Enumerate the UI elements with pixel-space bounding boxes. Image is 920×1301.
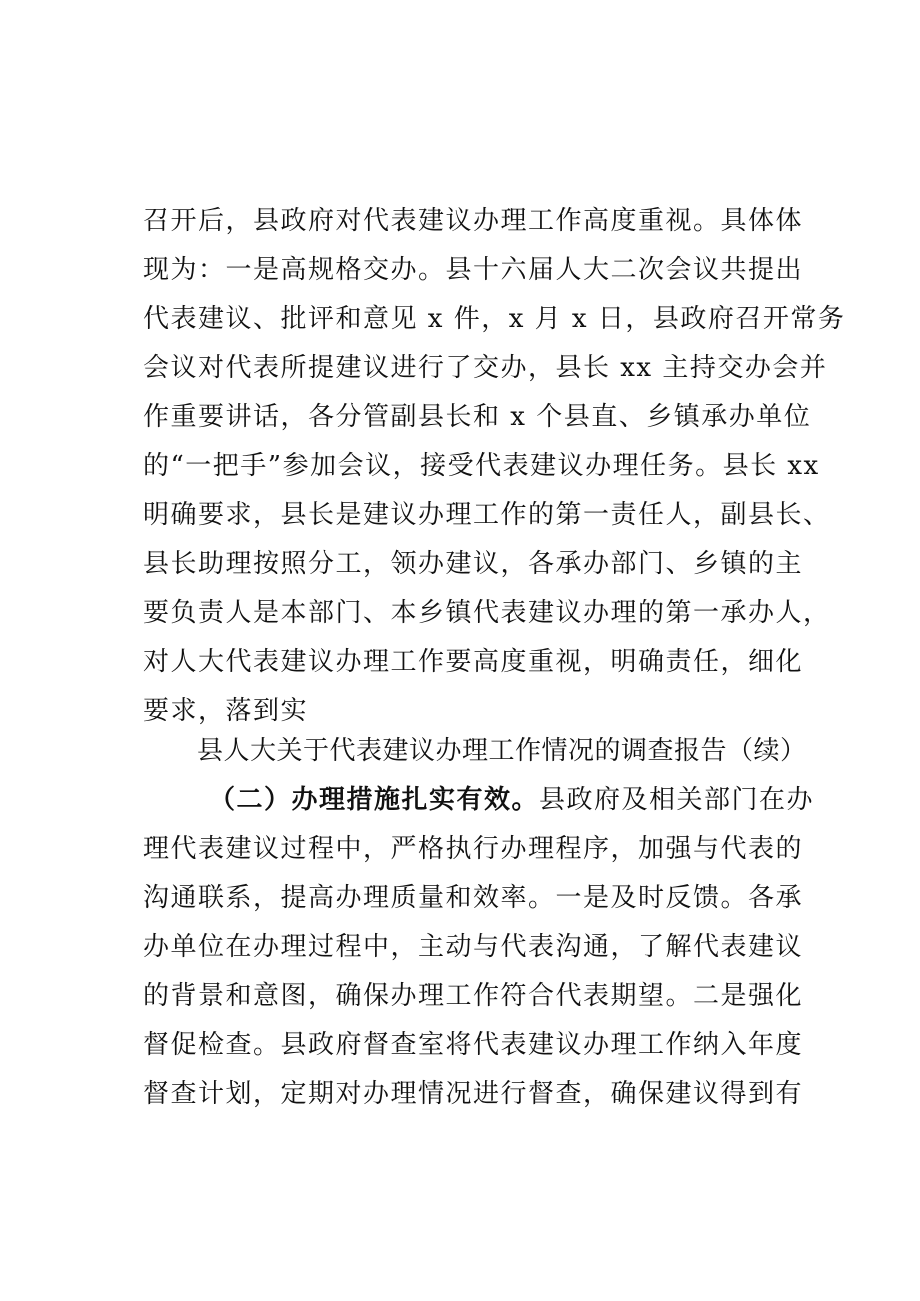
paragraph-line: 会议对代表所提建议进行了交办，县长 xx 主持交办会并 — [143, 353, 828, 383]
paragraph-line: 办单位在办理过程中，主动与代表沟通，了解代表建议 — [143, 932, 804, 962]
subsection-title: （二）办理措施扎实有效。 — [209, 785, 540, 815]
paragraph-line-rest: 县政府及相关部门在办 — [539, 785, 815, 815]
paragraph-1 — [143, 197, 846, 736]
paragraph-line: 代表建议、批评和意见 x 件，x 月 x 日，县政府召开常务 — [143, 304, 846, 334]
paragraph-line: 沟通联系，提高办理质量和效率。一是及时反馈。各承 — [143, 883, 804, 913]
paragraph-line: 的背景和意图，确保办理工作符合代表期望。二是强化 — [143, 981, 804, 1011]
paragraph-line: 作重要讲话，各分管副县长和 x 个县直、乡镇承办单位 — [143, 402, 812, 432]
section-heading: 县人大关于代表建议办理工作情况的调查报告（续） — [197, 736, 807, 766]
paragraph-line: 的“一把手”参加会议，接受代表建议办理任务。县长 xx — [143, 451, 820, 481]
paragraph-line: 理代表建议过程中，严格执行办理程序，加强与代表的 — [143, 834, 804, 864]
paragraph-line: 要负责人是本部门、本乡镇代表建议办理的第一承办人， — [143, 598, 831, 628]
paragraph-line: 督查计划，定期对办理情况进行督查，确保建议得到有 — [143, 1079, 804, 1109]
paragraph-2 — [143, 776, 815, 1119]
paragraph-line: 要求，落到实 — [143, 696, 309, 726]
paragraph-line: 明确要求，县长是建议办理工作的第一责任人，副县长、 — [143, 500, 831, 530]
paragraph-line: 对人大代表建议办理工作要高度重视，明确责任，细化 — [143, 647, 804, 677]
paragraph-line: 召开后，县政府对代表建议办理工作高度重视。具体体 — [143, 206, 804, 236]
paragraph-first-line — [143, 776, 815, 825]
paragraph-line: 县长助理按照分工，领办建议，各承办部门、乡镇的主 — [143, 549, 804, 579]
paragraph-line: 现为：一是高规格交办。县十六届人大二次会议共提出 — [143, 255, 804, 285]
paragraph-line: 督促检查。县政府督查室将代表建议办理工作纳入年度 — [143, 1030, 804, 1060]
